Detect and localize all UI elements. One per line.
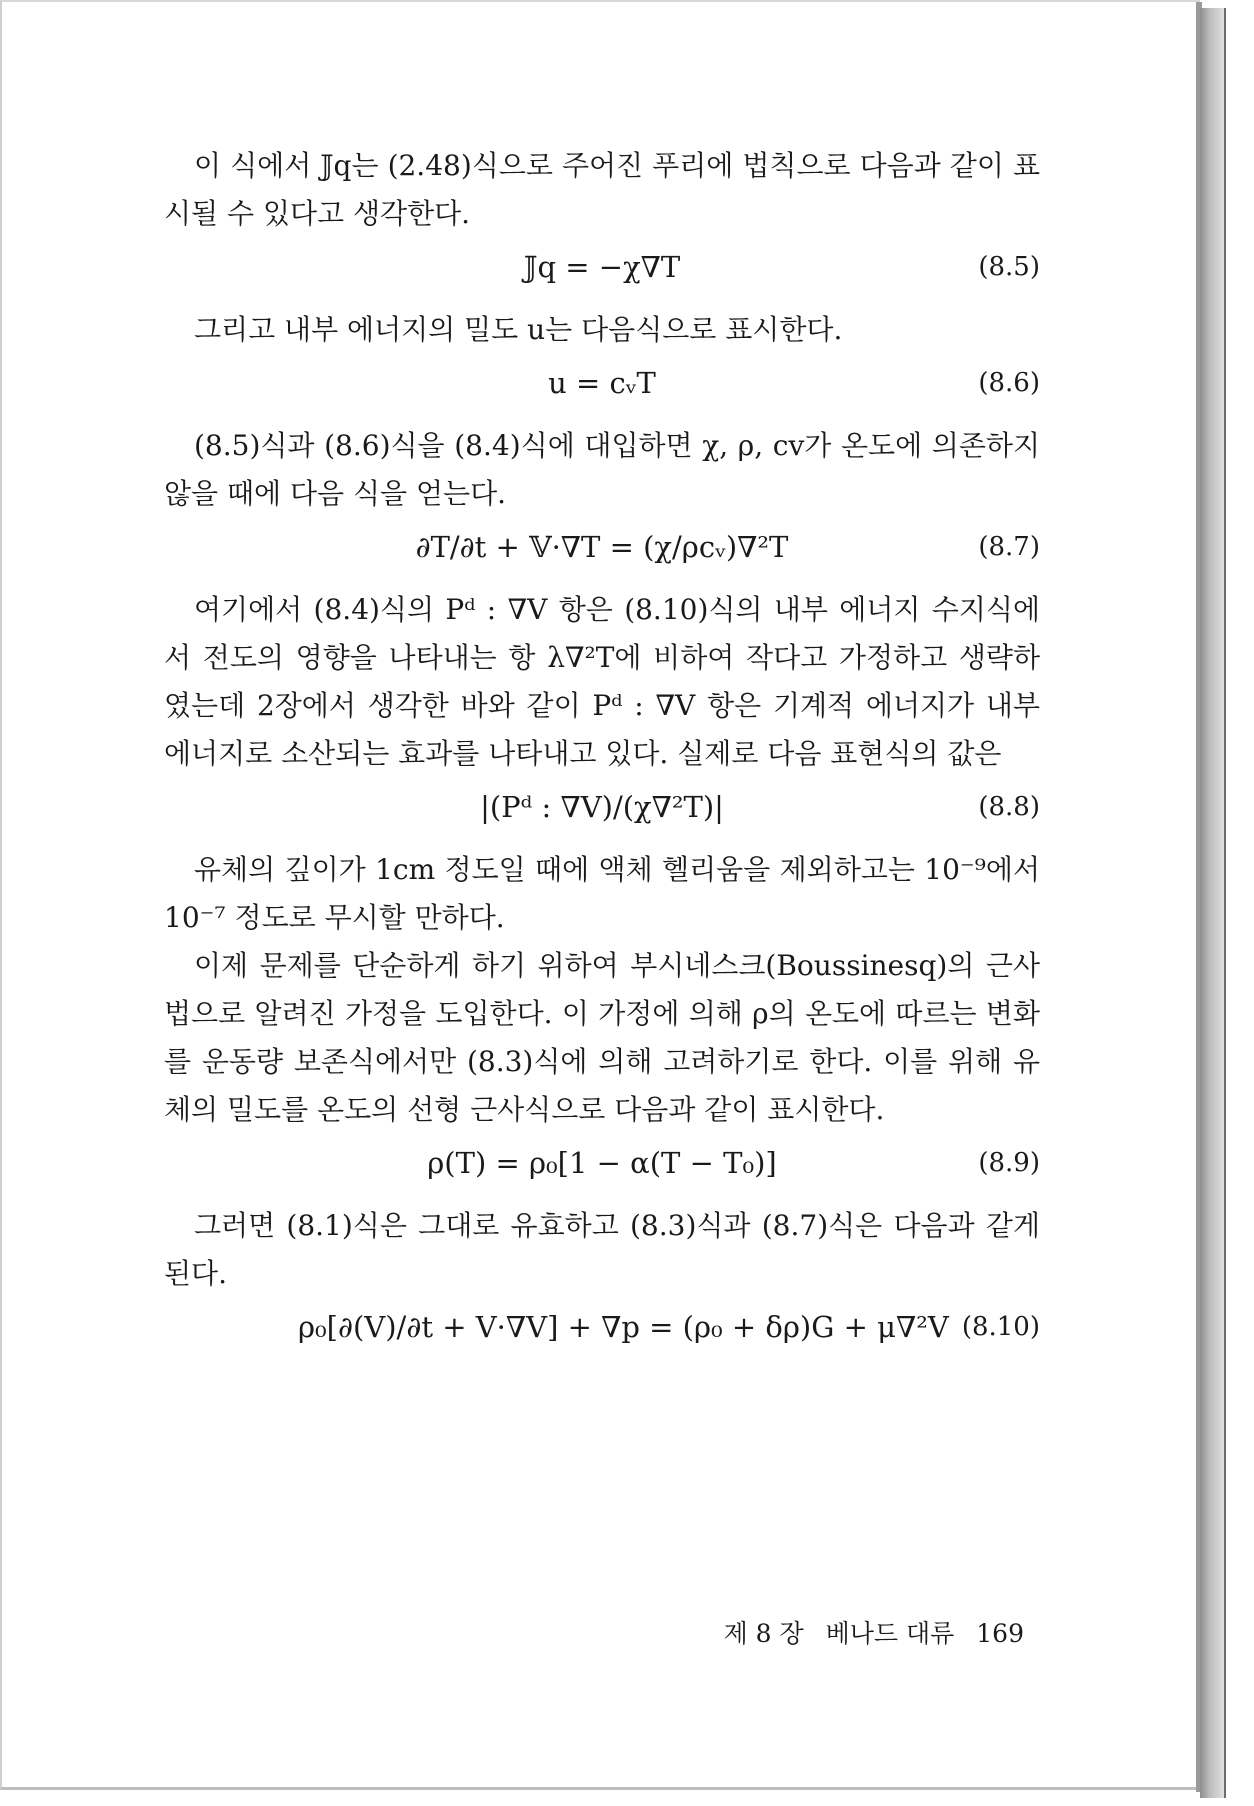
equation-expression: ρ₀[∂(V)/∂t + V·∇V] + ∇p = (ρ₀ + δρ)G + μ∇²V	[298, 1310, 949, 1344]
equation-8-10	[164, 1298, 1040, 1366]
page-number: 169	[976, 1619, 1024, 1648]
paragraph-1: 이 식에서 𝕁q는 (2.48)식으로 주어진 푸리에 법칙으로 다음과 같이 표시될 수 있다고 생각한다.	[164, 149, 1040, 230]
equation-number: (8.9)	[978, 1148, 1040, 1178]
equation-expression: 𝕁q = −χ∇T	[523, 250, 681, 284]
equation-expression: ∂T/∂t + 𝕍·∇T = (χ/ρcᵥ)∇²T	[415, 530, 789, 564]
footer-chapter: 제 8 장	[723, 1619, 804, 1648]
equation-expression: u = cᵥT	[548, 366, 656, 400]
footer-title: 베나드 대류	[825, 1619, 955, 1648]
paragraph-5: 유체의 깊이가 1cm 정도일 때에 액체 헬리움을 제외하고는 10⁻⁹에서 10⁻⁷ 정도로 무시할 만하다.	[164, 853, 1040, 934]
paragraph-7: 그러면 (8.1)식은 그대로 유효하고 (8.3)식과 (8.7)식은 다음과 같게 된다.	[164, 1209, 1040, 1290]
paragraph-3: (8.5)식과 (8.6)식을 (8.4)식에 대입하면 χ, ρ, cv가 온도에 의존하지 않을 때에 다음 식을 얻는다.	[164, 429, 1040, 510]
paragraph-6: 이제 문제를 단순하게 하기 위하여 부시네스크(Boussinesq)의 근사법으로 알려진 가정을 도입한다. 이 가정에 의해 ρ의 온도에 따르는 변화를 운동량 보존식에서만 (8.3)식에 의해 고려하기로 한다. 이를 위해 유체의 밀도를 온도의 선형 근사식으로 다음과 같이 표시한다.	[164, 949, 1040, 1126]
equation-8-7	[164, 518, 1040, 586]
equation-8-9	[164, 1134, 1040, 1202]
equation-number: (8.6)	[978, 368, 1040, 398]
equation-number: (8.5)	[978, 252, 1040, 282]
running-footer	[710, 1614, 1024, 1650]
page-content	[164, 142, 1040, 1366]
equation-number: (8.10)	[961, 1312, 1040, 1342]
equation-expression: ρ(T) = ρ₀[1 − α(T − T₀)]	[427, 1146, 777, 1180]
book-spine-edge	[1200, 8, 1226, 1798]
equation-number: (8.7)	[978, 532, 1040, 562]
equation-number: (8.8)	[978, 792, 1040, 822]
paragraph-4: 여기에서 (8.4)식의 Pᵈ : ∇V 항은 (8.10)식의 내부 에너지 수지식에서 전도의 영향을 나타내는 항 λ∇²T에 비하여 작다고 가정하고 생략하였는데 2장에서 생각한 바와 같이 Pᵈ : ∇V 항은 기계적 에너지가 내부 에너지로 소산되는 효과를 나타내고 있다. 실제로 다음 표현식의 값은	[164, 593, 1040, 770]
equation-expression: |(Pᵈ : ∇V)/(χ∇²T)|	[480, 790, 724, 824]
equation-8-6	[164, 354, 1040, 422]
paragraph-2: 그리고 내부 에너지의 밀도 u는 다음식으로 표시한다.	[194, 313, 843, 346]
equation-8-5	[164, 238, 1040, 306]
equation-8-8	[164, 778, 1040, 846]
